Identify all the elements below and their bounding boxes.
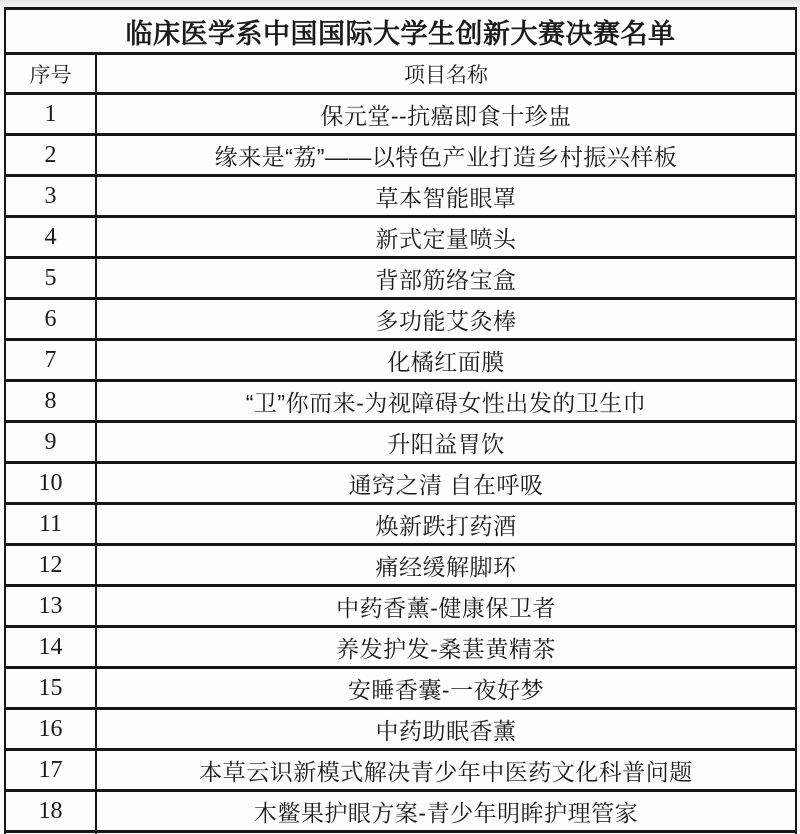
- row-number-cell: 1: [5, 94, 96, 135]
- table-row: [5, 422, 796, 463]
- project-name-cell: 通窍之清 自在呼吸: [96, 463, 796, 504]
- column-header-project: 项目名称: [96, 54, 796, 94]
- row-number-cell: 17: [5, 750, 96, 791]
- project-name-cell: 新式定量喷头: [96, 217, 796, 258]
- table-row: [5, 545, 796, 586]
- table-row: [5, 340, 796, 381]
- row-number-cell: 7: [5, 340, 96, 381]
- project-name-cell: 背部筋络宝盒: [96, 258, 796, 299]
- row-number-cell: 13: [5, 586, 96, 627]
- project-name-cell: 化橘红面膜: [96, 340, 796, 381]
- row-number-cell: 15: [5, 668, 96, 709]
- table-row: [5, 381, 796, 422]
- row-number-cell: 11: [5, 504, 96, 545]
- column-header-no: 序号: [5, 54, 96, 94]
- table-row: [5, 94, 796, 135]
- row-number-cell: 3: [5, 176, 96, 217]
- row-number-cell: 9: [5, 422, 96, 463]
- table-body: [5, 94, 796, 832]
- project-name-cell: 缘来是“荔”——以特色产业打造乡村振兴样板: [96, 135, 796, 176]
- table-row: [5, 586, 796, 627]
- project-name-cell: 升阳益胃饮: [96, 422, 796, 463]
- project-name-cell: 保元堂--抗癌即食十珍盅: [96, 94, 796, 135]
- table-title: 临床医学系中国国际大学生创新大赛决赛名单: [5, 9, 796, 54]
- row-number-cell: 10: [5, 463, 96, 504]
- table-row: [5, 504, 796, 545]
- table-row: [5, 176, 796, 217]
- row-number-cell: 4: [5, 217, 96, 258]
- row-number-cell: 8: [5, 381, 96, 422]
- project-name-cell: “卫”你而来-为视障碍女性出发的卫生巾: [96, 381, 796, 422]
- row-number-cell: 14: [5, 627, 96, 668]
- project-name-cell: 本草云识新模式解决青少年中医药文化科普问题: [96, 750, 796, 791]
- project-name-cell: 多功能艾灸棒: [96, 299, 796, 340]
- table-row: [5, 668, 796, 709]
- table-row: [5, 750, 796, 791]
- column-header-row: [5, 54, 796, 94]
- project-name-cell: 草本智能眼罩: [96, 176, 796, 217]
- row-number-cell: 18: [5, 791, 96, 832]
- project-name-cell: 养发护发-桑葚黄精茶: [96, 627, 796, 668]
- row-number-cell: 6: [5, 299, 96, 340]
- table-row: [5, 258, 796, 299]
- row-number-cell: 2: [5, 135, 96, 176]
- title-row: [5, 9, 796, 54]
- table-head: [5, 9, 796, 94]
- table-row: [5, 709, 796, 750]
- project-name-cell: 中药香薰-健康保卫者: [96, 586, 796, 627]
- project-name-cell: 木鳖果护眼方案-青少年明眸护理管家: [96, 791, 796, 832]
- table-row: [5, 299, 796, 340]
- row-number-cell: 5: [5, 258, 96, 299]
- table-row: [5, 791, 796, 832]
- table-row: [5, 217, 796, 258]
- table-row: [5, 135, 796, 176]
- row-number-cell: 12: [5, 545, 96, 586]
- project-name-cell: 安睡香囊-一夜好梦: [96, 668, 796, 709]
- table-row: [5, 463, 796, 504]
- table-row: [5, 627, 796, 668]
- project-name-cell: 中药助眠香薰: [96, 709, 796, 750]
- project-name-cell: 焕新跌打药酒: [96, 504, 796, 545]
- project-name-cell: 痛经缓解脚环: [96, 545, 796, 586]
- row-number-cell: 16: [5, 709, 96, 750]
- finalist-table: [4, 7, 797, 834]
